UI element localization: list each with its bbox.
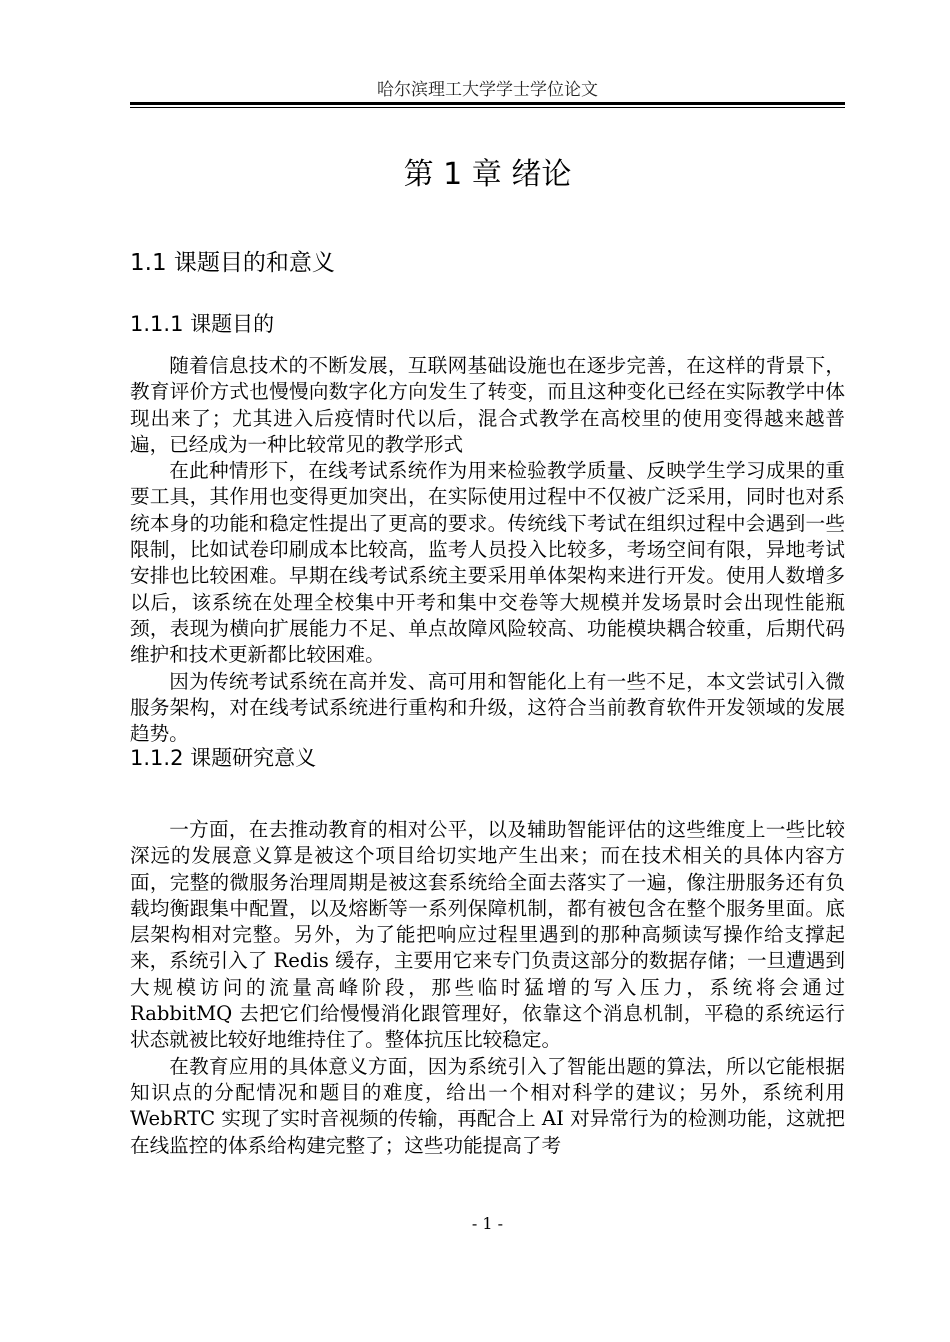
paragraph: 在此种情形下，在线考试系统作为用来检验教学质量、反映学生学习成果的重要工具，其作用也变得更加突出，在实际使用过程中不仅被广泛采用，同时也对系统本身的功能和稳定性提出了更高的要求。传统线下考试在组织过程中会遇到一些限制，比如试卷印刷成本比较高，监考人员投入比较多，考场空间有限，异地考试安排也比较困难。早期在线考试系统主要采用单体架构来进行开发。使用人数增多以后，该系统在处理全校集中开考和集中交卷等大规模并发场景时会出现性能瓶颈，表现为横向扩展能力不足、单点故障风险较高、功能模块耦合较重，后期代码维护和技术更新都比较困难。 bbox=[130, 459, 845, 667]
section-heading-1-1: 1.1 课题目的和意义 bbox=[130, 250, 335, 276]
section-heading-1-1-2: 1.1.2 课题研究意义 bbox=[130, 746, 317, 770]
paragraph: 一方面，在去推动教育的相对公平，以及辅助智能评估的这些维度上一些比较深远的发展意义算是被这个项目给切实地产生出来；而在技术相关的具体内容方面，完整的微服务治理周期是被这套系统给全面去落实了一遍，像注册服务还有负载均衡跟集中配置，以及熔断等一系列保障机制，都有被包含在整个服务里面。底层架构相对完整。另外，为了能把响应过程里遇到的那种高频读写操作给支撑起来，系统引入了 Redis 缓存，主要用它来专门负责这部分的数据存储；一旦遭遇到大规模访问的流量高峰阶段，那些临时猛增的写入压力，系统将会通过 RabbitMQ 去把它们给慢慢消化跟管理好，依靠这个消息机制，平稳的系统运行状态就被比较好地维持住了。整体抗压比较稳定。 bbox=[130, 818, 845, 1052]
running-header: 哈尔滨理工大学学士学位论文 bbox=[377, 80, 598, 100]
section-1-1-1-body bbox=[130, 353, 845, 747]
chapter-title: 第 1 章 绪论 bbox=[403, 157, 572, 192]
paragraph: 因为传统考试系统在高并发、高可用和智能化上有一些不足，本文尝试引入微服务架构，对在线考试系统进行重构和升级，这符合当前教育软件开发领域的发展趋势。 bbox=[130, 669, 845, 746]
page-number: - 1 - bbox=[471, 1214, 504, 1233]
header-rule-thin bbox=[130, 107, 845, 108]
paragraph: 在教育应用的具体意义方面，因为系统引入了智能出题的算法，所以它能根据知识点的分配情况和题目的难度，给出一个相对科学的建议；另外，系统利用 WebRTC 实现了实时音视频的传输，再配合上 AI 对异常行为的检测功能，这就把在线监控的体系给构建完整了；这些功能提高了考 bbox=[130, 1054, 845, 1157]
section-heading-1-1-1: 1.1.1 课题目的 bbox=[130, 312, 275, 336]
paragraph: 随着信息技术的不断发展，互联网基础设施也在逐步完善，在这样的背景下，教育评价方式也慢慢向数字化方向发生了转变，而且这种变化已经在实际教学中体现出来了；尤其进入后疫情时代以后，混合式教学在高校里的使用变得越来越普遍，已经成为一种比较常见的教学形式 bbox=[130, 354, 845, 456]
header-rule bbox=[130, 102, 845, 105]
section-1-1-2-body bbox=[130, 817, 845, 1159]
